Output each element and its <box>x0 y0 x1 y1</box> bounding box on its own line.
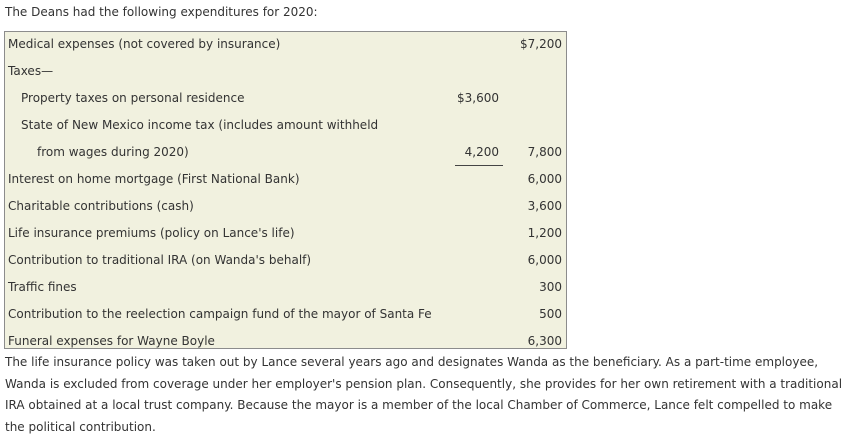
row-amount: 3,600 <box>527 199 562 213</box>
table-row <box>5 59 566 86</box>
table-row <box>5 221 566 248</box>
row-label: Charitable contributions (cash) <box>8 199 194 213</box>
table-row <box>5 32 566 59</box>
row-label: Medical expenses (not covered by insurance) <box>8 37 281 51</box>
table-row <box>5 248 566 275</box>
row-label: from wages during 2020) <box>37 145 189 159</box>
expenditures-table <box>4 31 567 349</box>
row-amount: $7,200 <box>520 37 562 51</box>
row-amount: 6,000 <box>527 172 562 186</box>
row-label: Contribution to traditional IRA (on Wanda's behalf) <box>8 253 312 267</box>
row-amount: 7,800 <box>527 145 562 159</box>
row-label: Contribution to the reelection campaign fund of the mayor of Santa Fe <box>8 307 432 321</box>
row-amount: 6,300 <box>527 334 562 348</box>
row-label: Taxes— <box>8 64 54 78</box>
row-amount: 300 <box>539 280 562 294</box>
table-row <box>5 86 566 113</box>
note-paragraph: The life insurance policy was taken out by Lance several years ago and designates Wanda as the beneficiary. As a part-time employee, Wanda is excluded from coverage under her employer's pension plan. Consequently, she provides for her own retirement with a traditional IRA obtained at a local trust company. Because the mayor is a member of the local Chamber of Commerce, Lance felt compelled to make the political contribution. <box>5 355 843 434</box>
row-amount: 6,000 <box>527 253 562 267</box>
row-subamount: $3,600 <box>457 91 499 105</box>
row-label: Property taxes on personal residence <box>21 91 245 105</box>
table-row <box>5 140 566 167</box>
row-label: Traffic fines <box>8 280 77 294</box>
row-label: Life insurance premiums (policy on Lance's life) <box>8 226 295 240</box>
row-label: Interest on home mortgage (First National Bank) <box>8 172 300 186</box>
table-row <box>5 113 566 140</box>
table-row <box>5 194 566 221</box>
table-row <box>5 302 566 329</box>
row-label: State of New Mexico income tax (includes amount withheld <box>21 118 379 132</box>
intro-text: The Deans had the following expenditures for 2020: <box>5 5 318 19</box>
table-row <box>5 275 566 302</box>
table-row <box>5 167 566 194</box>
row-amount: 1,200 <box>527 226 562 240</box>
row-label: Funeral expenses for Wayne Boyle <box>8 334 215 348</box>
row-amount: 500 <box>539 307 562 321</box>
row-subamount: 4,200 <box>464 145 499 159</box>
